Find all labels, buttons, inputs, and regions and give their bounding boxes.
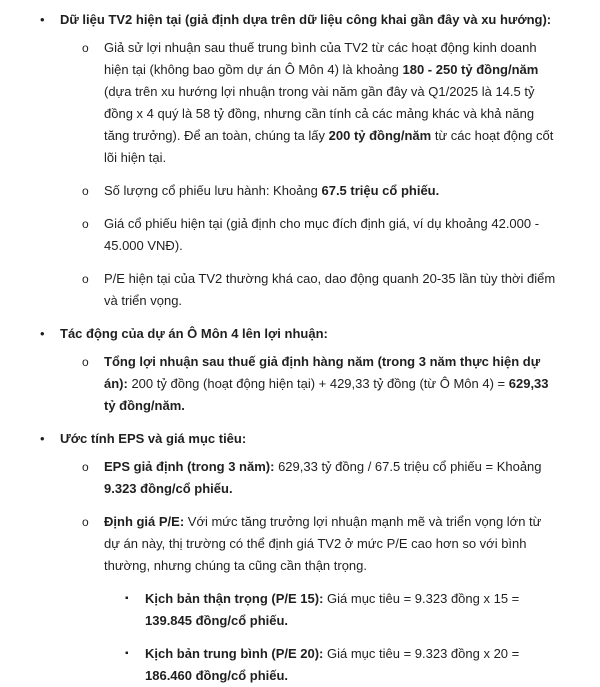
list-item	[0, 213, 600, 257]
item-text: Với mức tăng trưởng lợi nhuận mạnh mẽ và triển vọng lớn từ dự án này, thị trường có thể định giá TV2 ở mức P/E cao hơn so với bình thường, nhưng chúng ta cũng cần thận trọng.	[104, 514, 542, 573]
item-bold: Định giá P/E:	[104, 514, 185, 529]
item-bold: Tổng lợi nhuận sau thuế giả định hàng năm (trong 3 năm thực hiện dự án):	[104, 354, 541, 391]
item-bold: 200 tỷ đồng/năm	[328, 128, 432, 143]
section-heading: Dữ liệu TV2 hiện tại (giả định dựa trên dữ liệu công khai gần đây và xu hướng):	[60, 12, 552, 27]
item-text: Giá mục tiêu = 9.323 đồng x 20 =	[323, 646, 520, 661]
bullet-icon: •	[40, 431, 45, 446]
square-bullet-icon: ▪	[125, 593, 129, 604]
list-item	[0, 511, 600, 577]
item-bold: Kịch bản thận trọng (P/E 15):	[145, 591, 324, 606]
item-text: Giá cổ phiếu hiện tại (giả định cho mục đích định giá, ví dụ khoảng 42.000 - 45.000 VNĐ).	[104, 216, 540, 253]
bullet-icon: •	[40, 326, 45, 341]
bullet-icon: •	[40, 12, 45, 27]
list-item	[0, 351, 600, 417]
item-text: Giá mục tiêu = 9.323 đồng x 15 =	[323, 591, 520, 606]
item-text: P/E hiện tại của TV2 thường khá cao, dao động quanh 20-35 lần tùy thời điểm và triển vọng.	[104, 271, 556, 308]
item-text: 629,33 tỷ đồng / 67.5 triệu cổ phiếu = Khoảng	[274, 459, 542, 474]
circle-bullet-icon: o	[82, 355, 89, 369]
item-bold: 67.5 triệu cổ phiếu.	[321, 183, 440, 198]
section-heading: Tác động của dự án Ô Môn 4 lên lợi nhuận:	[60, 326, 328, 341]
sub-list-item	[0, 588, 600, 632]
item-bold: 9.323 đồng/cổ phiếu.	[104, 481, 233, 496]
circle-bullet-icon: o	[82, 41, 89, 55]
section-project-impact	[0, 323, 600, 345]
circle-bullet-icon: o	[82, 272, 89, 286]
document-page	[0, 9, 600, 683]
item-text: từ các hoạt động cốt lõi hiện tại.	[104, 128, 554, 165]
item-text: Giả sử lợi nhuận sau thuế trung bình của TV2 từ các hoạt động kinh doanh hiện tại (không bao gồm dự án Ô Môn 4) là khoảng	[104, 40, 537, 77]
list-item	[0, 268, 600, 312]
list-item	[0, 180, 600, 202]
square-bullet-icon: ▪	[125, 648, 129, 659]
item-bold: 180 - 250 tỷ đồng/năm	[402, 62, 539, 77]
section-current-data	[0, 9, 600, 31]
circle-bullet-icon: o	[82, 184, 89, 198]
item-text: Số lượng cổ phiếu lưu hành: Khoảng	[104, 183, 322, 198]
item-bold: 139.845 đồng/cổ phiếu.	[145, 613, 289, 628]
sub-list-item	[0, 643, 600, 687]
circle-bullet-icon: o	[82, 515, 89, 529]
section-heading: Ước tính EPS và giá mục tiêu:	[60, 431, 247, 446]
item-bold: Kịch bản trung bình (P/E 20):	[145, 646, 324, 661]
circle-bullet-icon: o	[82, 460, 89, 474]
list-item	[0, 37, 600, 169]
item-bold: EPS giả định (trong 3 năm):	[104, 459, 275, 474]
item-bold: 186.460 đồng/cổ phiếu.	[145, 668, 289, 683]
circle-bullet-icon: o	[82, 217, 89, 231]
item-text: 200 tỷ đồng (hoạt động hiện tại) + 429,33 tỷ đồng (từ Ô Môn 4) =	[127, 376, 509, 391]
item-bold: 629,33 tỷ đồng/năm.	[104, 376, 549, 413]
section-eps-target	[0, 428, 600, 450]
item-text: (dựa trên xu hướng lợi nhuận trong vài năm gần đây và Q1/2025 là 14.5 tỷ đồng x 4 quý là 58 tỷ đồng, nhưng cần tính cả các mảng khác và khả năng tăng trưởng). Để an toàn, chúng ta lấy	[104, 84, 535, 143]
list-item	[0, 456, 600, 500]
